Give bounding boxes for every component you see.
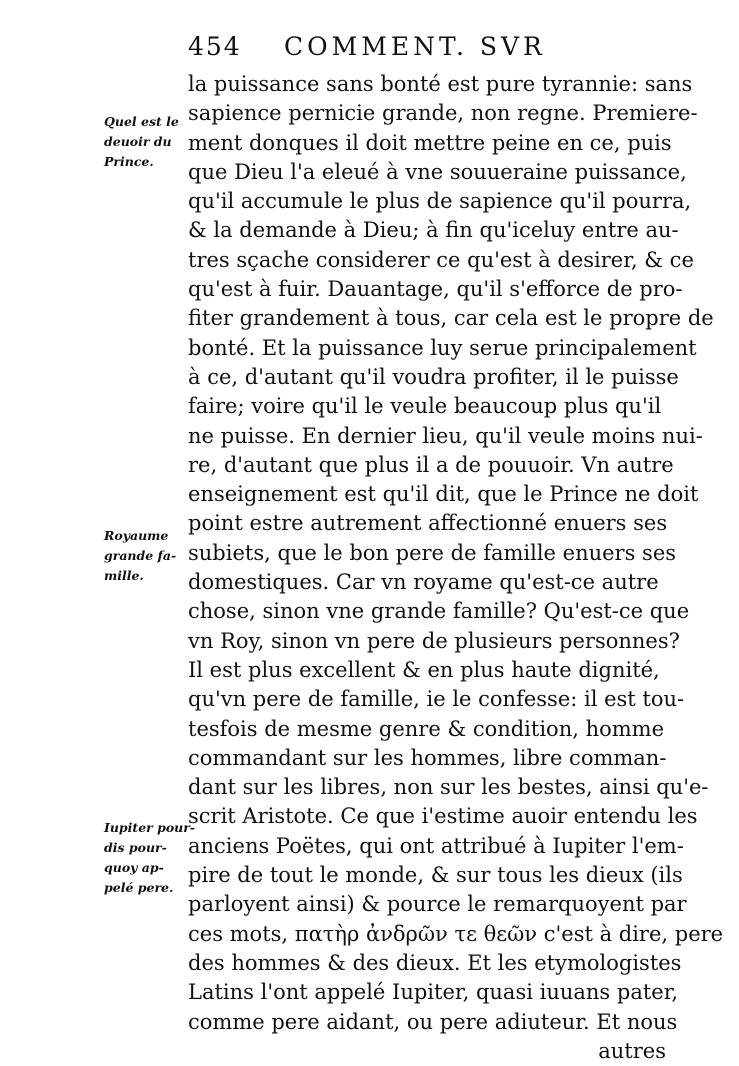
text-line: qu'il accumule le plus de sapience qu'il pourra, xyxy=(188,189,692,214)
text-line: qu'vn pere de famille, ie le confesse: il est tou- xyxy=(188,687,685,712)
text-line: domestiques. Car vn royame qu'est-ce autre xyxy=(188,570,659,595)
margin-note-line: Prince. xyxy=(104,154,154,169)
text-line: bonté. Et la puissance luy serue principalement xyxy=(188,335,697,360)
text-line: parloyent ainsi) & pource le remarquoyent par xyxy=(188,892,687,917)
text-line: & la demande à Dieu; à fin qu'iceluy entre au- xyxy=(188,218,679,243)
margin-note-line: grande fa- xyxy=(104,548,177,563)
text-line: comme pere aidant, ou pere adiuteur. Et nous xyxy=(188,1009,678,1034)
text-line: à ce, d'autant qu'il voudra profiter, il le puisse xyxy=(188,364,679,389)
text-line: faire; voire qu'il le veule beaucoup plus qu'il xyxy=(188,394,662,419)
text-line: qu'est à fuir. Dauantage, qu'il s'efforce de pro- xyxy=(188,277,683,302)
margin-note-line: Royaume xyxy=(104,528,169,543)
text-line: Latins l'ont appelé Iupiter, quasi iuuans pater, xyxy=(188,980,679,1005)
text-line: anciens Poëtes, qui ont attribué à Iupiter l'em- xyxy=(188,833,684,858)
text-line: re, d'autant que plus il a de pouuoir. Vn autre xyxy=(188,452,674,477)
text-line: ment donques il doit mettre peine en ce, puis xyxy=(188,130,672,155)
margin-note-kingdom-family xyxy=(104,526,186,586)
margin-note-line: pelé pere. xyxy=(104,880,174,895)
text-line: des hommes & des dieux. Et les etymologistes xyxy=(188,950,682,975)
margin-note-prince-duty xyxy=(104,112,186,172)
text-line: dant sur les libres, non sur les bestes, ainsi qu'e- xyxy=(188,775,709,800)
text-line: chose, sinon vne grande famille? Qu'est-ce que xyxy=(188,599,690,624)
margin-note-jupiter-father xyxy=(104,818,196,898)
text-line: tesfois de mesme genre & condition, homme xyxy=(188,716,664,741)
margin-note-line: quoy ap- xyxy=(104,860,164,875)
margin-note-line: mille. xyxy=(104,568,144,583)
margin-note-line: Iupiter pour- xyxy=(104,820,196,835)
text-line: point estre autrement affectionné enuers ses xyxy=(188,511,668,536)
text-line: fiter grandement à tous, car cela est le propre de xyxy=(188,306,714,331)
text-line: tres sçache considerer ce qu'est à desirer, & ce xyxy=(188,247,694,272)
text-line: enseignement est qu'il dit, que le Prince ne doit xyxy=(188,482,699,507)
text-line: ne puisse. En dernier lieu, qu'il veule moins nui- xyxy=(188,423,703,448)
text-line: ces mots, πατὴρ ἀνδρῶν τε θεῶν c'est à dire, pere xyxy=(188,921,724,946)
text-line: Il est plus excellent & en plus haute dignité, xyxy=(188,657,660,682)
page-number: 454 xyxy=(188,32,242,61)
body-text xyxy=(188,70,724,1066)
text-line: sapience pernicie grande, non regne. Premiere- xyxy=(188,101,698,126)
text-line: commandant sur les hommes, libre comman- xyxy=(188,745,667,770)
running-title: COMMENT. SVR xyxy=(284,32,546,61)
margin-note-line: deuoir du xyxy=(104,134,172,149)
text-line: vn Roy, sinon vn pere de plusieurs personnes? xyxy=(188,628,680,653)
margin-note-line: Quel est le xyxy=(104,114,179,129)
margin-note-line: dis pour- xyxy=(104,840,167,855)
catchword: autres xyxy=(598,1038,666,1063)
page-header xyxy=(188,32,628,66)
text-line: subiets, que le bon pere de famille enuers ses xyxy=(188,540,677,565)
text-line: scrit Aristote. Ce que i'estime auoir entendu les xyxy=(188,804,698,829)
text-line: pire de tout le monde, & sur tous les dieux (ils xyxy=(188,863,683,888)
text-line: la puissance sans bonté est pure tyrannie: sans xyxy=(188,72,693,96)
text-line: que Dieu l'a eleué à vne souueraine puissance, xyxy=(188,159,687,184)
